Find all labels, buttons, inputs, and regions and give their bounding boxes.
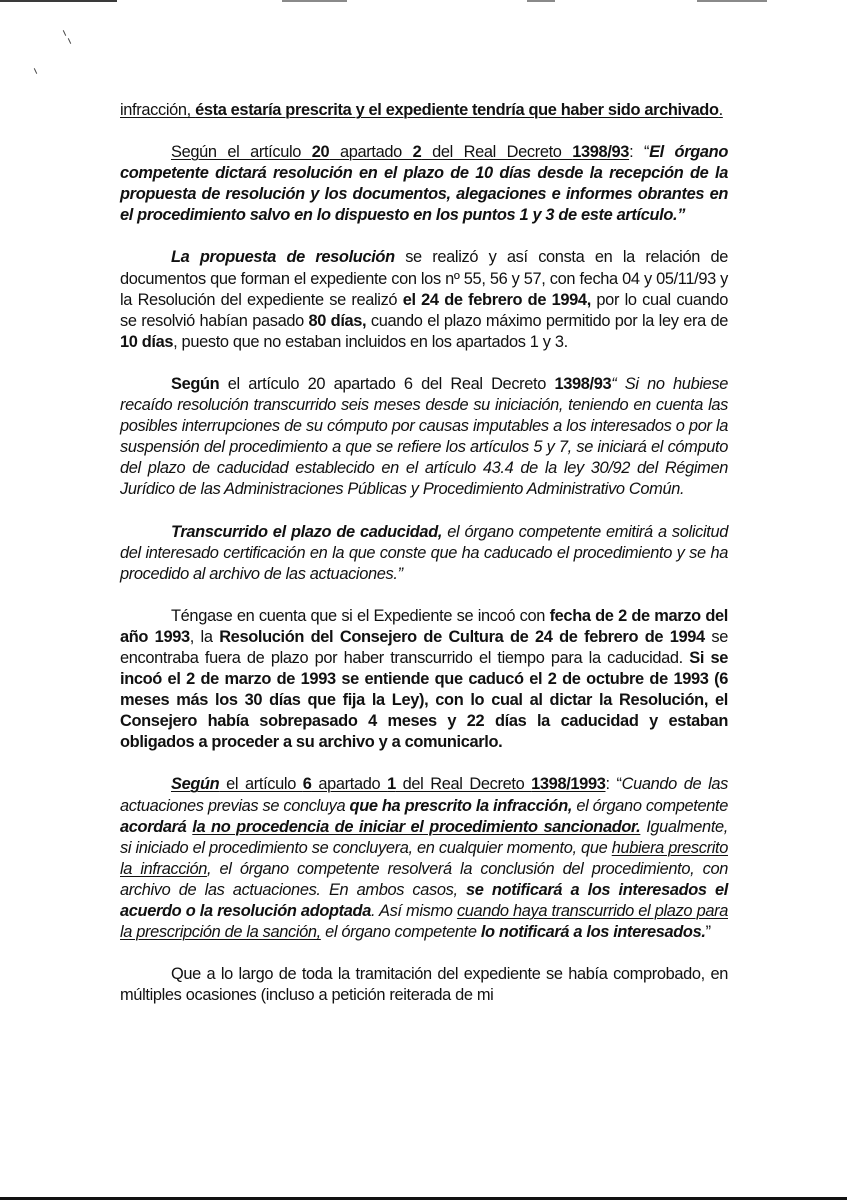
text-run: 1398/93 xyxy=(572,143,630,162)
paragraph-p2 xyxy=(120,142,728,226)
text-run: 2 xyxy=(412,143,422,162)
scan-edge-mark xyxy=(0,0,117,2)
text-run: se encontraba fuera de plazo por haber transcurrido el tiempo para la caducidad. xyxy=(120,627,728,667)
text-run: , la xyxy=(189,627,220,646)
text-run: fecha de 2 de marzo del año 1993 xyxy=(120,606,728,646)
text-run: Cuando de las actuaciones previas se concluya xyxy=(120,775,728,815)
text-run: Según xyxy=(171,374,220,393)
paragraph-p5 xyxy=(120,522,728,585)
text-run: apartado xyxy=(329,143,413,162)
text-run: hubiera prescrito la infracción xyxy=(120,838,728,878)
text-run: 1398/93 xyxy=(554,374,612,393)
text-run: Igualmente, si iniciado el procedimiento se concluyera, en cualquier momento, que xyxy=(120,817,728,857)
text-run: . Así mismo xyxy=(370,902,457,920)
text-run: La propuesta de resolución xyxy=(171,248,395,267)
paragraph-p4 xyxy=(120,374,728,501)
paragraph-p8 xyxy=(120,964,728,1006)
text-run: apartado xyxy=(311,775,388,794)
text-run: Resolución del Consejero de Cultura de 24 de febrero de 1994 xyxy=(219,627,705,646)
text-run: cuando el plazo máximo permitido por la ley era de xyxy=(366,311,728,330)
scan-speck xyxy=(68,38,71,44)
text-run: El órgano competente dictará resolución en el plazo de 10 días desde la recepción de la propuesta de resolución y los documentos, alegaciones e informes obrantes en el procedimiento salvo en lo dispuesto en los puntos 1 y 3 de este artículo.” xyxy=(120,143,729,225)
text-run: el artículo 20 apartado 6 del Real Decreto xyxy=(219,374,555,393)
text-run: : “ xyxy=(605,775,622,794)
text-run: , el órgano competente resolverá la conclusión del procedimiento, con archivo de las actuaciones. En ambos casos, xyxy=(120,859,728,899)
text-run: la no procedencia de iniciar el procedimiento sancionador. xyxy=(192,817,641,836)
text-run: el 24 de febrero de 1994, xyxy=(402,290,591,309)
text-run: 1398/1993 xyxy=(531,775,606,794)
text-run: 6 xyxy=(302,775,312,794)
paragraph-p1 xyxy=(120,100,728,121)
text-run: . xyxy=(718,101,723,119)
text-run: 10 días xyxy=(120,332,174,351)
text-run: Si se incoó el 2 de marzo de 1993 se entiende que caducó el 2 de octubre de 1993 (6 meses más los 30 días que fija la Ley), con lo cual al dictar la Resolución, el Consejero había sobrepasado 4 meses y 22 días la caducidad y estaban obligados a proceder a su archivo y a comunicarlo. xyxy=(120,648,728,752)
text-run: 80 días, xyxy=(308,311,367,330)
text-run: del Real Decreto xyxy=(421,143,573,162)
scan-edge-mark xyxy=(697,0,767,2)
text-run: el órgano competente xyxy=(572,796,728,815)
text-run: 1 xyxy=(387,775,396,794)
scan-speck xyxy=(34,68,37,74)
text-run: Que a lo largo de toda la tramitación del expediente se había comprobado, en múltiples ocasiones (incluso a petición reiterada de mi xyxy=(120,965,728,1005)
text-run: Téngase en cuenta que si el Expediente se incoó con xyxy=(171,606,550,625)
text-run: : “ xyxy=(629,143,650,162)
text-run: ésta estaría prescrita y el expediente tendría que haber sido archivado xyxy=(195,101,719,119)
text-run: del Real Decreto xyxy=(395,775,532,794)
text-run: lo notificará a los interesados. xyxy=(480,923,706,942)
scan-speck xyxy=(63,30,66,36)
text-run: el órgano competente xyxy=(320,923,481,942)
document-page xyxy=(120,100,728,1027)
text-run: Según el artículo xyxy=(171,143,312,162)
text-run: el artículo xyxy=(219,775,303,794)
text-run: el órgano competente emitirá a solicitud del interesado certificación en la que conste que ha caducado el procedimiento y se ha procedido al archivo de las actuaciones.” xyxy=(120,522,728,583)
text-run: “ Si no hubiese recaído resolución transcurrido seis meses desde su iniciación, teniendo en cuenta las posibles interrupciones de su cómputo por causas imputables a los interesados o por la suspensión del procedimiento a que se refiere los artículos 5 y 7, se iniciará el cómputo del plazo de caducidad establecido en el artículo 43.4 de la ley 30/92 del Régimen Jurídico de las Administraciones Públicas y Procedimiento Administrativo Común. xyxy=(120,374,728,499)
text-run: Transcurrido el plazo de caducidad, xyxy=(171,522,443,541)
text-run: acordará xyxy=(120,817,187,836)
paragraph-p6 xyxy=(120,606,728,754)
text-run: Según xyxy=(171,775,220,794)
text-run: cuando haya transcurrido el plazo para la prescripción de la sanción, xyxy=(120,902,728,942)
scan-edge-mark xyxy=(527,0,555,2)
text-run: infracción, xyxy=(120,101,196,119)
text-run: se notificará a los interesados el acuerdo o la resolución adoptada xyxy=(120,880,728,920)
paragraph-p7 xyxy=(120,774,728,943)
text-run: ” xyxy=(705,923,711,942)
scan-edge-mark xyxy=(282,0,347,2)
text-run: que ha prescrito la infracción, xyxy=(349,796,573,815)
text-run: , puesto que no estaban incluidos en los apartados 1 y 3. xyxy=(173,332,568,351)
text-run: se realizó y así consta en la relación de documentos que forman el expediente con los nº 55, 56 y 57, con fecha 04 y 05/11/93 y la Resolución del expediente se realizó xyxy=(120,248,728,309)
text-run: por lo cual cuando se resolvió habían pasado xyxy=(120,290,728,330)
paragraph-p3 xyxy=(120,247,728,352)
text-run: 20 xyxy=(311,143,330,162)
